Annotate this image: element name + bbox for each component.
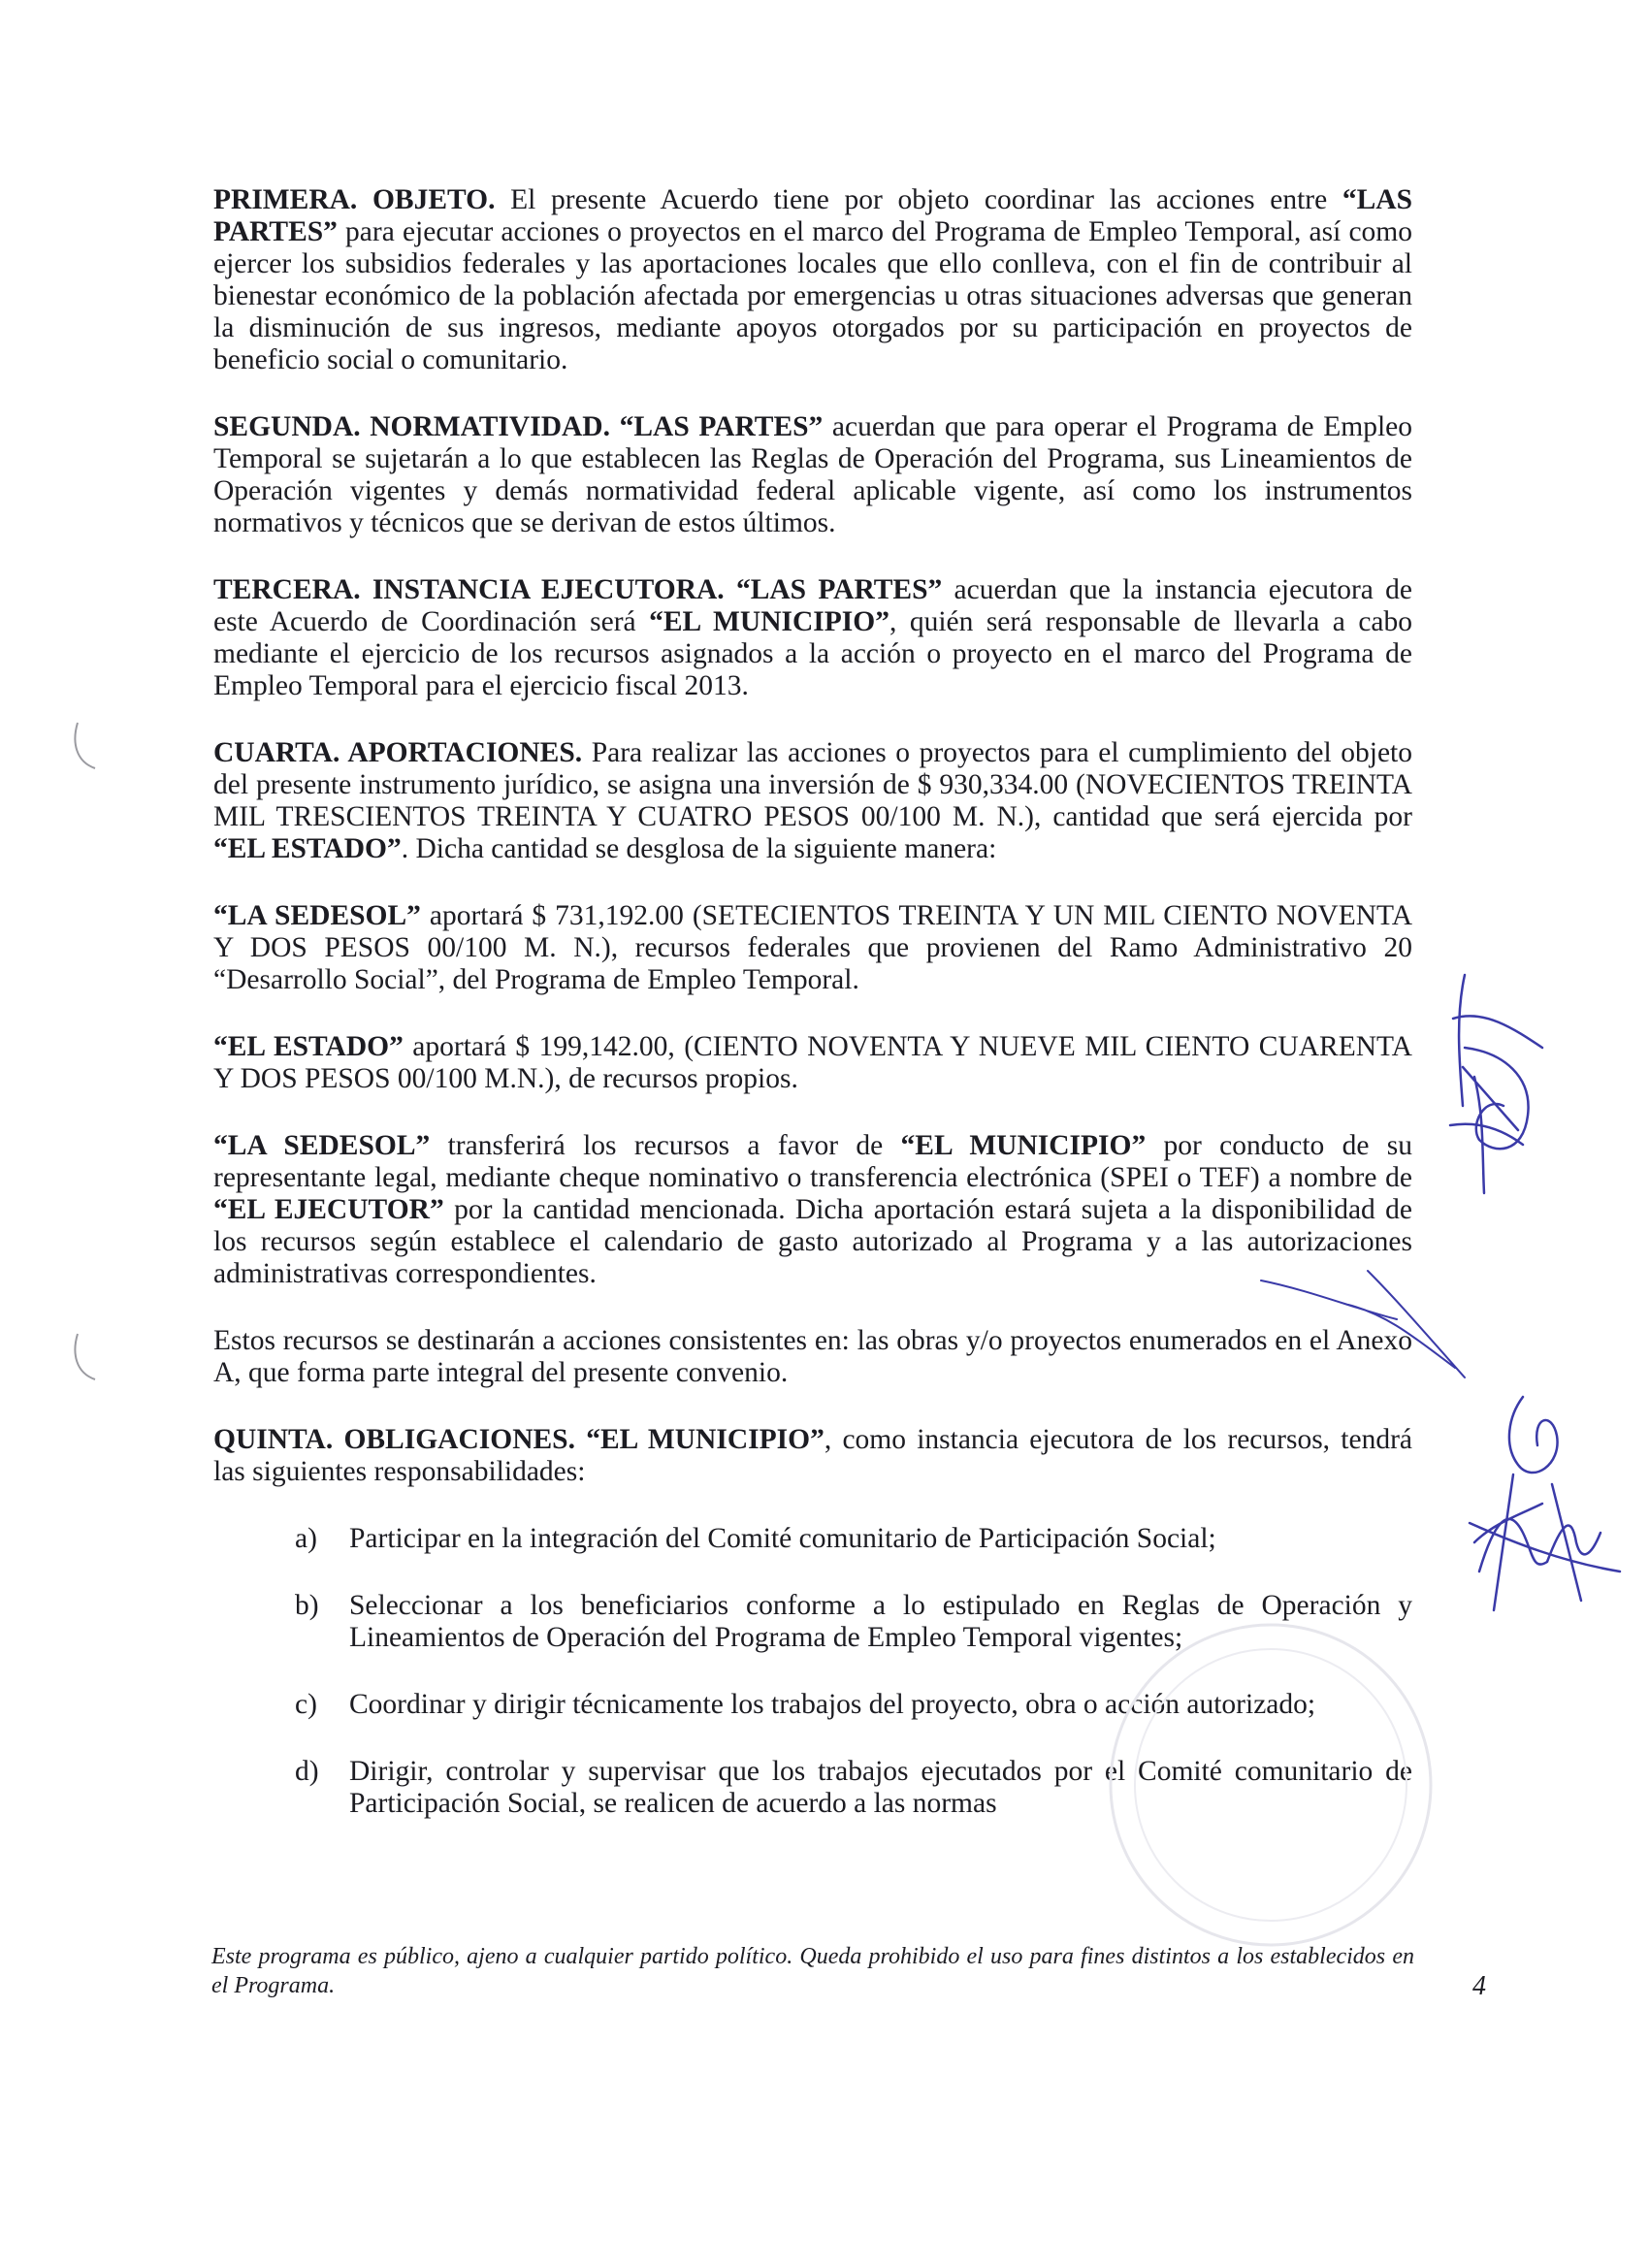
clause-primera: PRIMERA. OBJETO. El presente Acuerdo tiene por objeto coordinar las acciones entre “LAS PARTES” para ejecutar acciones o proyectos en el marco del Programa de Empleo Temporal, así como ejercer los subsidios federales y las aportaciones locales que ello conlleva, con el fin de contribuir al bienestar económico de la población afectada por emergencias u otras situaciones adversas que generan la disminución de sus ingresos, mediante apoyos otorgados por su participación en proyectos de beneficio social o comunitario. (213, 184, 1412, 375)
list-item: a) Participar en la integración del Comité comunitario de Participación Social; (295, 1523, 1216, 1554)
paragraph-sedesol-aportacion: “LA SEDESOL” aportará $ 731,192.00 (SETECIENTOS TREINTA Y UN MIL CIENTO NOVENTA Y DOS PESOS 00/100 M. N.), recursos federales que provienen del Ramo Administrativo 20 “Desarrollo Social”, del Programa de Empleo Temporal. (213, 900, 1413, 995)
signature-top-icon (1426, 960, 1571, 1213)
document-body (213, 184, 1412, 1855)
page-number: 4 (1472, 1971, 1486, 2001)
list-item: d) Dirigir, controlar y supervisar que los trabajos ejecutados por el Comité comunitario de Participación Social, se realicen de acuerdo a las normas (295, 1756, 1412, 1819)
paragraph-sedesol-transferencia: “LA SEDESOL” transferirá los recursos a favor de “EL MUNICIPIO” por conducto de su representante legal, mediante cheque nominativo o transferencia electrónica (SPEI o TEF) a nombre de “EL EJECUTOR” por la cantidad mencionada. Dicha aportación estará sujeta a la disponibilidad de los recursos según establece el calendario de gasto autorizado al Programa y a las autorizaciones administrativas correspondientes. (213, 1130, 1413, 1289)
clause-tercera: TERCERA. INSTANCIA EJECUTORA. “LAS PARTES” acuerdan que la instancia ejecutora de este Acuerdo de Coordinación será “EL MUNICIPIO”, quién será responsable de llevarla a cabo mediante el ejercicio de los recursos asignados a la acción o proyecto en el marco del Programa de Empleo Temporal para el ejercicio fiscal 2013. (213, 574, 1413, 701)
clause-heading: PRIMERA. OBJETO. (213, 184, 496, 215)
clause-heading: QUINTA. OBLIGACIONES. “EL MUNICIPIO” (213, 1424, 824, 1455)
paragraph-estado-aportacion: “EL ESTADO” aportará $ 199,142.00, (CIENTO NOVENTA Y NUEVE MIL CIENTO CUARENTA Y DOS PESOS 00/100 M.N.), de recursos propios. (213, 1031, 1412, 1094)
clause-heading: SEGUNDA. NORMATIVIDAD. “LAS PARTES” (213, 411, 824, 442)
clause-segunda: SEGUNDA. NORMATIVIDAD. “LAS PARTES” acuerdan que para operar el Programa de Empleo Temporal se sujetarán a lo que establecen las Reglas de Operación del Programa, sus Lineamientos de Operación vigentes y demás normatividad federal aplicable vigente, así como los instrumentos normativos y técnicos que se derivan de estos últimos. (213, 411, 1412, 538)
bracket-mark-icon (64, 1329, 103, 1387)
obligations-list (213, 1523, 1412, 1820)
clause-quinta: QUINTA. OBLIGACIONES. “EL MUNICIPIO”, como instancia ejecutora de los recursos, tendrá las siguientes responsabilidades: (213, 1424, 1413, 1487)
signature-bottom-icon (1455, 1377, 1630, 1620)
bracket-mark-icon (64, 718, 103, 776)
clause-cuarta: CUARTA. APORTACIONES. Para realizar las acciones o proyectos para el cumplimiento del objeto del presente instrumento jurídico, se asigna una inversión de $ 930,334.00 (NOVECIENTOS TREINTA MIL TRESCIENTOS TREINTA Y CUATRO PESOS 00/100 M. N.), cantidad que será ejercida por “EL ESTADO”. Dicha cantidad se desglosa de la siguiente manera: (213, 737, 1412, 864)
list-item: b) Seleccionar a los beneficiarios conforme a lo estipulado en Reglas de Operación y Lineamientos de Operación del Programa de Empleo Temporal vigentes; (295, 1590, 1412, 1653)
list-item: c) Coordinar y dirigir técnicamente los trabajos del proyecto, obra o acción autorizado; (295, 1689, 1316, 1720)
paragraph-recursos-destino: Estos recursos se destinarán a acciones consistentes en: las obras y/o proyectos enumerados en el Anexo A, que forma parte integral del presente convenio. (213, 1325, 1412, 1388)
clause-heading: TERCERA. INSTANCIA EJECUTORA. “LAS PARTES” (213, 574, 943, 605)
clause-heading: CUARTA. APORTACIONES. (213, 737, 583, 768)
footer-disclaimer: Este programa es público, ajeno a cualquier partido político. Queda prohibido el uso para fines distintos a los establecidos en el Programa. (211, 1944, 1414, 1998)
